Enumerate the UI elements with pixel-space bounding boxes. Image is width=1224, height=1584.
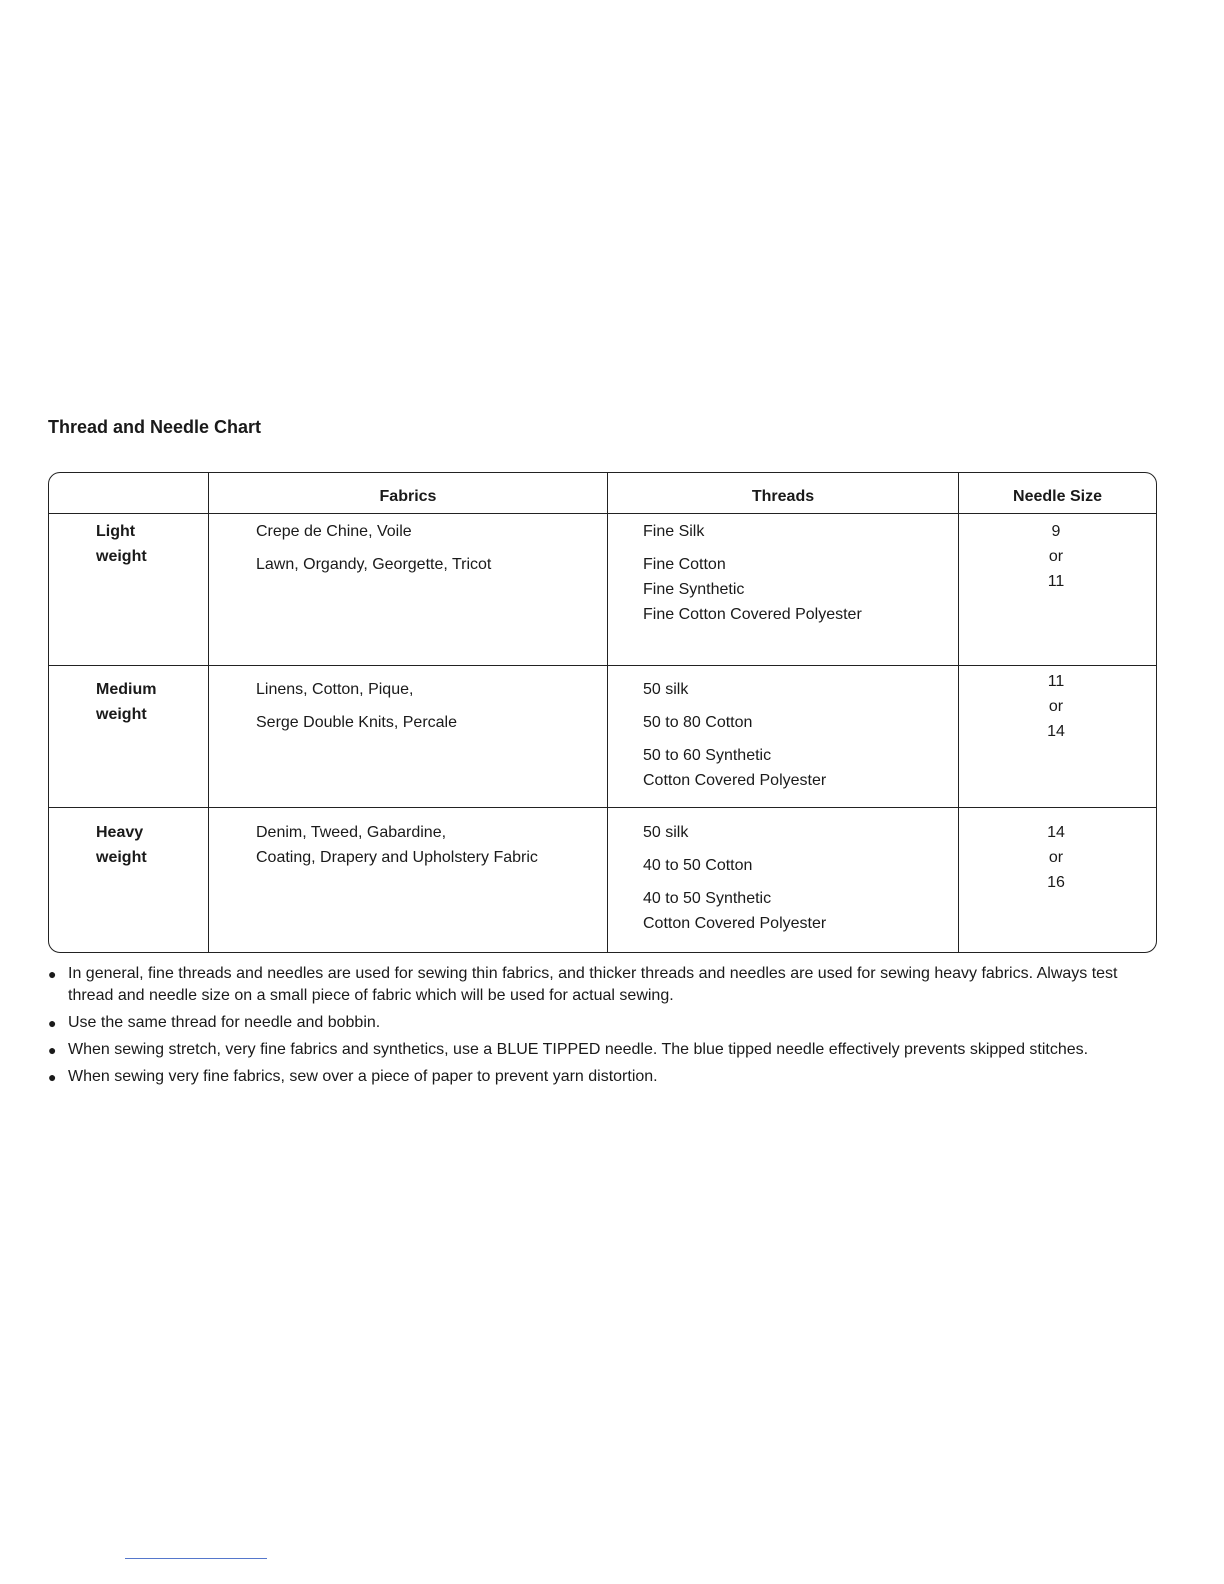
footer-rule [125, 1558, 267, 1559]
table-row [49, 514, 1156, 666]
category-label: Medium weight [96, 681, 157, 723]
header-needle-size: Needle Size [1013, 488, 1102, 505]
fabrics-cell: Denim, Tweed, Gabardine, Coating, Drapery and Upholstery Fabric [256, 824, 538, 866]
list-item [48, 963, 1163, 1007]
bullet-icon: ● [48, 1069, 57, 1085]
note-text: When sewing stretch, very fine fabrics and synthetics, use a BLUE TIPPED needle. The blue tipped needle effectively prevents skipped stitches. [68, 1041, 1089, 1058]
list-item [48, 1039, 1163, 1061]
needle-size-cell: 11 or 14 [1047, 673, 1065, 740]
note-text: In general, fine threads and needles are used for sewing thin fabrics, and thicker threads and needles are used for sewing heavy fabrics. Always test thread and needle size on a small piece of fabric which will be used for actual sewing. [68, 965, 1118, 1004]
notes-list [48, 963, 1163, 1093]
list-item [48, 1066, 1163, 1088]
list-item [48, 1012, 1163, 1034]
thread-needle-table [48, 472, 1157, 953]
threads-cell: Fine Silk Fine Cotton Fine Synthetic Fine Cotton Covered Polyester [643, 523, 862, 623]
category-label: Light weight [96, 523, 147, 565]
header-fabrics: Fabrics [379, 488, 437, 505]
fabrics-cell: Crepe de Chine, Voile Lawn, Organdy, Georgette, Tricot [256, 523, 492, 573]
table-header-row [49, 473, 1156, 514]
category-label: Heavy weight [96, 824, 147, 866]
note-text: Use the same thread for needle and bobbin. [68, 1014, 381, 1031]
header-threads: Threads [751, 488, 815, 505]
bullet-icon: ● [48, 966, 57, 982]
threads-cell: 50 silk 50 to 80 Cotton 50 to 60 Synthetic Cotton Covered Polyester [643, 681, 827, 789]
page-title: Thread and Needle Chart [48, 417, 262, 437]
needle-size-cell: 9 or 11 [1047, 523, 1065, 590]
fabrics-cell: Linens, Cotton, Pique, Serge Double Knits, Percale [256, 681, 457, 731]
table-row [49, 808, 1156, 953]
needle-size-cell: 14 or 16 [1047, 824, 1065, 891]
note-text: When sewing very fine fabrics, sew over a piece of paper to prevent yarn distortion. [68, 1068, 658, 1085]
bullet-icon: ● [48, 1015, 57, 1031]
table-row [49, 666, 1156, 808]
threads-cell: 50 silk 40 to 50 Cotton 40 to 50 Synthetic Cotton Covered Polyester [643, 824, 827, 932]
bullet-icon: ● [48, 1042, 57, 1058]
